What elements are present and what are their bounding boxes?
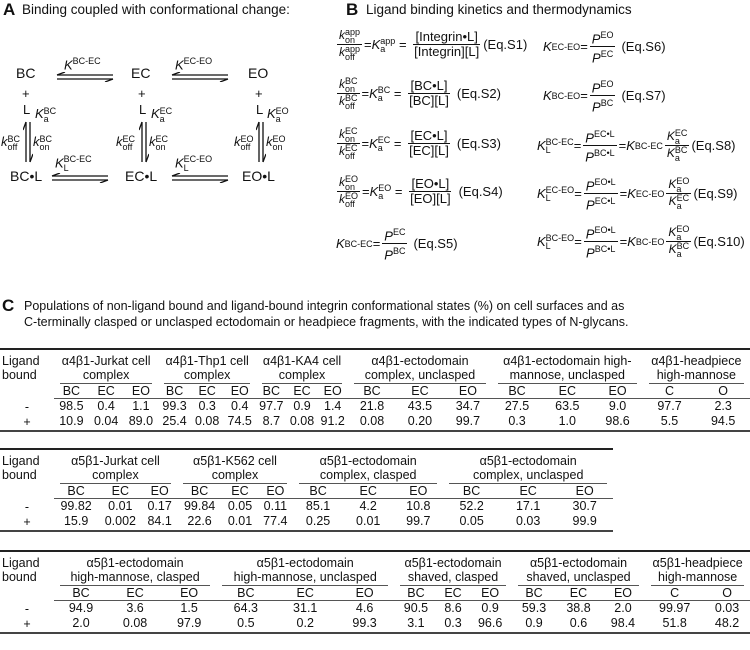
column-header: EC <box>222 484 257 499</box>
row-label: - <box>24 601 30 616</box>
table-cell: 0.04 <box>93 413 119 428</box>
koff-bc-label: k BC off <box>1 133 21 152</box>
table-cell: 0.25 <box>305 513 331 528</box>
table-cell: 21.8 <box>359 399 385 414</box>
column-header: BC <box>216 586 275 601</box>
column-header: BC <box>512 586 556 601</box>
group-header: α4β1-KA4 cell complex <box>262 354 342 382</box>
column-header: EC <box>556 586 600 601</box>
equation-s3: k EC on k EC off = K EC a = $\frac{[EC•L]}{[EC][L]}$ (Eq.S3) <box>339 126 501 161</box>
table-cell: 0.01 <box>227 513 253 528</box>
table-cell: 38.8 <box>566 601 591 616</box>
equation-s8: K BC-EC L = $\frac{P^{EC•L}}{P^{BC•L}}$ = K BC-EC K EC a K BC a (Eq.S8) <box>537 128 736 165</box>
group-header: α5β1-ectodomain complex, unclasped <box>443 449 613 484</box>
table-cell: 99.3 <box>162 399 187 414</box>
table-cell: 1.1 <box>132 399 150 414</box>
table-row <box>0 514 613 531</box>
group-header: α5β1-ectodomain shaved, clasped <box>394 551 511 586</box>
column-header: EC <box>108 586 162 601</box>
table-cell: 89.0 <box>128 413 154 428</box>
table-cell: 0.08 <box>194 413 220 428</box>
table-cell: 4.6 <box>355 601 374 616</box>
column-header: EO <box>556 484 613 499</box>
koff-ec-label: k EC off <box>116 133 136 152</box>
table-cell: 0.4 <box>97 399 115 414</box>
panel-c-caption-line2: C-terminally clasped or unclasped ectodomain or headpiece fragments, with the indicated types of N-glycans. <box>24 315 629 329</box>
plus-sign: + <box>138 86 146 101</box>
table-cell: 0.9 <box>293 399 311 414</box>
plus-sign: + <box>255 86 263 101</box>
table-cell: 77.4 <box>263 513 288 528</box>
table-cell: 96.6 <box>477 615 503 630</box>
row-label: - <box>24 499 30 514</box>
population-table <box>0 448 613 532</box>
ka-eo-label: K EO a <box>267 105 289 124</box>
column-header: BC <box>54 586 108 601</box>
kl-ec-eo-label: K EC-EO L <box>175 154 213 173</box>
row-label: - <box>24 399 30 414</box>
column-header: BC <box>348 384 396 399</box>
table-cell: 94.9 <box>68 601 94 616</box>
table-cell: 0.08 <box>289 413 315 428</box>
group-header: α4β1-ectodomain high- mannose, unclasped <box>492 349 643 384</box>
equation-s2: k BC on k BC off = K BC a = $\frac{[BC•L]}{[BC][L]}$ (Eq.S2) <box>339 76 501 111</box>
group-header: α5β1-ectodomain shaved, unclasped <box>512 551 645 586</box>
table-cell: 1.0 <box>558 413 576 428</box>
group-header: α5β1-ectodomain complex, clasped <box>293 449 443 484</box>
table-cell: 0.3 <box>444 615 462 630</box>
table-cell: 4.2 <box>359 499 377 514</box>
ligand-l: L <box>139 102 147 117</box>
group-header: α4β1-Jurkat cell complex <box>61 354 151 382</box>
table-cell: 2.0 <box>614 601 632 616</box>
vertical-equilibrium-arrow-icon <box>23 120 33 164</box>
table-cell: 99.9 <box>572 513 597 528</box>
table-cell: 99.97 <box>659 601 691 616</box>
table-cell: 0.5 <box>237 615 255 630</box>
table-cell: 1.4 <box>324 399 342 414</box>
table-cell: 0.01 <box>356 513 381 528</box>
equation-s4: k EO on k EO off = K EO a = $\frac{[EO•L]}{[EO][L]}$ (Eq.S4) <box>339 174 503 209</box>
column-header: BC <box>293 484 343 499</box>
table-cell: 2.3 <box>714 399 732 414</box>
equation-s10: K BC-EO L = $\frac{P^{EO•L}}{P^{BC•L}}$ = K BC-EO K EO a K BC a (Eq.S10) <box>537 224 745 261</box>
column-header: O <box>704 586 750 601</box>
column-header: EO <box>592 384 642 399</box>
table-cell: 8.7 <box>262 413 281 428</box>
table-cell: 25.4 <box>162 413 187 428</box>
group-header: α4β1-ectodomain complex, unclasped <box>348 349 492 384</box>
table-cell: 3.1 <box>407 615 425 630</box>
panel-b-letter: B <box>346 0 359 19</box>
population-table <box>0 348 750 432</box>
group-header: α5β1-K562 cell complex <box>177 449 293 484</box>
column-header: O <box>696 384 750 399</box>
table-cell: 97.7 <box>259 399 284 414</box>
column-header: EC <box>500 484 557 499</box>
ligand-l: L <box>256 102 264 117</box>
table-cell: 48.2 <box>714 615 740 630</box>
table-cell: 0.08 <box>359 413 385 428</box>
table-cell: 34.7 <box>455 399 481 414</box>
table-cell: 0.03 <box>515 513 541 528</box>
group-header: α5β1-headpiece high-mannose <box>652 556 743 584</box>
column-header: EO <box>468 586 511 601</box>
group-header: α4β1-headpiece high-mannose <box>643 349 750 384</box>
kon-eo-label: k EO on <box>266 133 286 152</box>
table-cell: 97.7 <box>657 399 682 414</box>
equilibrium-arrow-icon <box>170 72 230 82</box>
table-cell: 99.7 <box>406 513 431 528</box>
ligand-l: L <box>23 102 31 117</box>
column-header: EC <box>89 384 124 399</box>
column-header: EC <box>542 384 592 399</box>
table-cell: 51.8 <box>662 615 687 630</box>
table-cell: 90.5 <box>403 601 429 616</box>
panel-c-caption-line1: Populations of non-ligand bound and ligand-bound integrin conformational states (%) on cell surfaces and as <box>24 299 625 313</box>
koff-eo-label: k EO off <box>234 133 254 152</box>
table-cell: 9.0 <box>608 399 627 414</box>
equation-s7: K BC-EO = $\frac{P^{EO}}{P^{BC}}$ (Eq.S7) <box>543 79 666 115</box>
row-label: + <box>23 514 31 529</box>
table-cell: 97.9 <box>176 615 202 630</box>
panel-b-title: Ligand binding kinetics and thermodynamics <box>366 2 632 17</box>
equation-s9: K EC-EO L = $\frac{P^{EO•L}}{P^{EC•L}}$ = K EC-EO K EO a K EC a (Eq.S9) <box>537 176 738 213</box>
table-cell: 64.3 <box>233 601 259 616</box>
table-cell: 99.84 <box>183 499 216 514</box>
table-cell: 31.1 <box>293 601 318 616</box>
column-header: EC <box>287 384 318 399</box>
panel-c-letter: C <box>2 296 15 315</box>
equilibrium-arrow-icon <box>55 72 115 82</box>
table-cell: 74.5 <box>227 413 252 428</box>
column-header: BC <box>394 586 437 601</box>
table-cell: 0.08 <box>122 615 148 630</box>
group-header: α5β1-Jurkat cell complex <box>54 449 177 484</box>
table-cell: 22.6 <box>187 513 212 528</box>
state-ec: EC <box>131 65 151 81</box>
column-header: BC <box>54 384 89 399</box>
column-header: EO <box>393 484 443 499</box>
kon-bc-label: k BC on <box>33 133 53 152</box>
column-header: EO <box>444 384 492 399</box>
table-cell: 15.9 <box>63 513 89 528</box>
table-cell: 30.7 <box>572 499 597 514</box>
column-header: BC <box>177 484 222 499</box>
kl-bc-ec-label: K BC-EC L <box>55 154 92 173</box>
ligand-bound-header: Ligand bound <box>2 454 40 482</box>
state-bc-l: BC•L <box>10 168 43 184</box>
column-header: EO <box>142 484 176 499</box>
plus-sign: + <box>22 86 30 101</box>
kon-ec-label: k EC on <box>149 133 169 152</box>
column-header: EO <box>258 484 293 499</box>
column-header: EO <box>124 384 159 399</box>
table-cell: 0.01 <box>108 499 133 514</box>
table-cell: 0.11 <box>263 499 288 514</box>
vertical-equilibrium-arrow-icon <box>256 120 266 164</box>
column-header: BC <box>443 484 500 499</box>
k-bc-ec-label: $K^{BC-EC}$ <box>64 56 101 73</box>
table-cell: 63.5 <box>555 399 580 414</box>
table-cell: 3.6 <box>126 601 144 616</box>
column-header: BC <box>54 484 98 499</box>
column-header: BC <box>158 384 191 399</box>
table-cell: 98.4 <box>610 615 636 630</box>
table-row <box>0 499 613 514</box>
table-cell: 84.1 <box>147 513 172 528</box>
table-cell: 1.5 <box>180 601 198 616</box>
column-header: C <box>645 586 704 601</box>
table-cell: 0.3 <box>508 413 526 428</box>
table-cell: 98.5 <box>59 399 84 414</box>
table-row <box>0 616 750 633</box>
table-row <box>0 601 750 616</box>
state-eo-l: EO•L <box>242 168 275 184</box>
column-header: BC <box>492 384 542 399</box>
table-cell: 17.1 <box>515 499 541 514</box>
ligand-bound-header: Ligand bound <box>2 556 40 584</box>
state-bc: BC <box>16 65 36 81</box>
group-header: α5β1-ectodomain high-mannose, clasped <box>54 551 216 586</box>
table-row <box>0 414 750 431</box>
equilibrium-arrow-icon <box>50 173 110 183</box>
table-cell: 99.7 <box>455 413 481 428</box>
column-header: EO <box>335 586 394 601</box>
table-cell: 0.9 <box>525 615 543 630</box>
table-cell: 0.9 <box>481 601 499 616</box>
table-cell: 0.2 <box>296 615 314 630</box>
equation-s5: K BC-EC = $\frac{P^{EC}}{P^{BC}}$ (Eq.S5) <box>336 227 458 263</box>
table-cell: 10.9 <box>59 413 84 428</box>
column-header: BC <box>256 384 287 399</box>
state-eo: EO <box>248 65 269 81</box>
k-ec-eo-label: $K^{EC-EO}$ <box>175 56 213 73</box>
table-cell: 52.2 <box>459 499 484 514</box>
table-cell: 8.6 <box>444 601 462 616</box>
ligand-bound-header: Ligand bound <box>2 354 40 382</box>
table-cell: 94.5 <box>710 413 736 428</box>
ka-bc-label: K BC a <box>35 105 57 124</box>
table-cell: 99.3 <box>352 615 377 630</box>
table-cell: 2.0 <box>72 615 90 630</box>
column-header: EC <box>438 586 469 601</box>
column-header: EC <box>98 484 142 499</box>
table-cell: 99.82 <box>60 499 92 514</box>
table-row <box>0 399 750 414</box>
equilibrium-arrow-icon <box>170 173 230 183</box>
table-cell: 0.4 <box>231 399 249 414</box>
column-header: EO <box>601 586 645 601</box>
table-cell: 91.2 <box>320 413 345 428</box>
column-header: EO <box>223 384 256 399</box>
equation-s6: K EC-EO = $\frac{P^{EO}}{P^{EC}}$ (Eq.S6) <box>543 30 666 66</box>
table-cell: 0.002 <box>104 513 136 528</box>
table-cell: 0.03 <box>714 601 740 616</box>
column-header: EC <box>191 384 224 399</box>
table-cell: 0.05 <box>459 513 484 528</box>
group-header: α5β1-ectodomain high-mannose, unclasped <box>216 551 394 586</box>
table-cell: 59.3 <box>521 601 547 616</box>
column-header: EC <box>343 484 393 499</box>
column-header: C <box>643 384 697 399</box>
ka-ec-label: K EC a <box>151 105 173 124</box>
vertical-equilibrium-arrow-icon <box>139 120 149 164</box>
table-cell: 0.20 <box>407 413 433 428</box>
state-ec-l: EC•L <box>125 168 158 184</box>
table-cell: 0.3 <box>198 399 216 414</box>
column-header: EO <box>162 586 216 601</box>
table-cell: 0.05 <box>227 499 253 514</box>
table-cell: 0.6 <box>569 615 588 630</box>
row-label: + <box>23 616 31 631</box>
panel-a-title: Binding coupled with conformational change: <box>22 2 290 17</box>
panel-a-letter: A <box>3 0 16 19</box>
table-cell: 27.5 <box>504 399 530 414</box>
column-header: EC <box>276 586 335 601</box>
column-header: EC <box>396 384 444 399</box>
equation-s1: k app on k app off = K app a = $\frac{\text{[Integrin•L]}}{\text{[Integrin][L]}}$ (Eq.S1) <box>339 27 528 62</box>
table-cell: 85.1 <box>305 499 331 514</box>
table-cell: 43.5 <box>407 399 433 414</box>
table-cell: 10.8 <box>406 499 431 514</box>
group-header: α4β1-Thp1 cell complex <box>165 354 249 382</box>
population-table <box>0 550 750 634</box>
table-cell: 0.17 <box>147 499 172 514</box>
column-header: EO <box>317 384 348 399</box>
table-cell: 5.5 <box>660 413 679 428</box>
table-cell: 98.6 <box>605 413 630 428</box>
row-label: + <box>23 414 31 429</box>
